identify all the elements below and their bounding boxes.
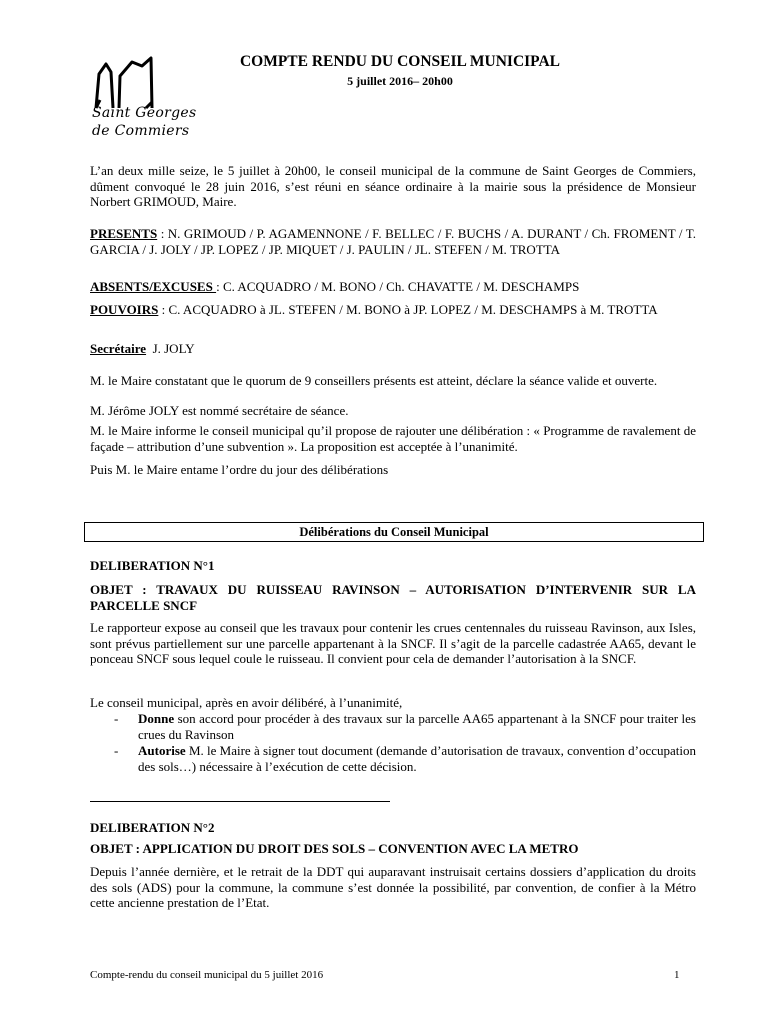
delib1-bullet1-verb: Donne [138,711,175,726]
delib2-objet: OBJET : APPLICATION DU DROIT DES SOLS – CONVENTION AVEC LA METRO [90,841,579,856]
quorum-paragraph: M. le Maire constatant que le quorum de 9 conseillers présents est atteint, déclare la séance valide et ouverte. [90,373,658,388]
page-number: 1 [674,969,680,981]
delib1-decision: Le conseil municipal, après en avoir délibéré, à l’unanimité, [90,695,403,710]
delib1-bullet2-mark: - [114,743,119,758]
document-date: 5 juillet 2016– 20h00 [347,74,453,88]
delib1-body: Le rapporteur expose au conseil que les travaux pour contenir les crues centennales du ruisseau Ravinson, aux Isles, sont prévus partiellement sur une parcelle appartenant à la SNCF. Il s’agit de la parcelle cadastrée AA65, devant le ponceau SNCF sous lequel coule le ruisseau. Il convient pour cela de demander l’autorisation à la SNCF. [90,620,696,666]
document-title: COMPTE RENDU DU CONSEIL MUNICIPAL [239,53,561,70]
intro-paragraph: L’an deux mille seize, le 5 juillet à 20h00, le conseil municipal de la commune de Saint Georges de Commiers, dûment convoqué le 28 juin 2016, s’est réuni en séance ordinaire à la mairie sous la présidence de Monsieur Norbert GRIMOUD, Maire. [90,163,696,209]
secretaire-paragraph [90,341,696,357]
delib1-number: DELIBERATION N°1 [90,558,215,573]
presents-list: : N. GRIMOUD / P. AGAMENNONE / F. BELLEC / F. BUCHS / A. DURANT / Ch. FROMENT / T. GARCIA / J. JOLY / JP. LOPEZ / JP. MIQUET / J. PAULIN / JL. STEFEN / M. TROTTA [90,226,696,257]
pouvoirs-label: POUVOIRS [90,302,159,317]
absents-list: : C. ACQUADRO / M. BONO / Ch. CHAVATTE / M. DESCHAMPS [216,279,580,294]
separator-rule [90,801,390,802]
logo-text-line2: de Commiers [92,123,190,139]
section-title: Délibérations du Conseil Municipal [84,522,704,542]
delib1-bullet2-text: M. le Maire à signer tout document (demande d’autorisation de travaux, convention d’occupation des sols…) nécessaire à l’exécution de cette décision. [138,743,696,774]
delib2-body: Depuis l’année dernière, et le retrait de la DDT qui auparavant instruisait certains dossiers d’application du droits des sols (ADS) pour la commune, la commune s’est donnée la possibilité, par convention, de confier à la Métro cette ancienne prestation de l’Etat. [90,864,696,910]
delib1-bullet1 [138,711,696,742]
absents-label: ABSENTS/EXCUSES [90,279,217,294]
ordre-paragraph: Puis M. le Maire entame l’ordre du jour des délibérations [90,462,389,477]
ajout-paragraph: M. le Maire informe le conseil municipal qu’il propose de rajouter une délibération : « Programme de ravalement de façade – attribution d’une subvention ». La proposition est acceptée à l’unanimité. [90,423,696,454]
delib1-bullet2-verb: Autorise [138,743,186,758]
pouvoirs-paragraph [90,302,696,318]
presents-paragraph [90,226,696,257]
absents-paragraph [90,279,696,295]
secretaire-name: J. JOLY [146,341,195,356]
delib2-number: DELIBERATION N°2 [90,820,215,835]
logo-text-line1: Saint Georges [92,105,197,121]
presents-label: PRESENTS [90,226,158,241]
delib1-objet: OBJET : TRAVAUX DU RUISSEAU RAVINSON – AUTORISATION D’INTERVENIR SUR LA PARCELLE SNCF [90,582,696,613]
pouvoirs-list: : C. ACQUADRO à JL. STEFEN / M. BONO à JP. LOPEZ / M. DESCHAMPS à M. TROTTA [158,302,658,317]
footer-text: Compte-rendu du conseil municipal du 5 juillet 2016 [90,969,324,981]
delib1-bullet1-mark: - [114,711,119,726]
delib1-bullet2 [138,743,696,774]
delib1-bullet1-text: son accord pour procéder à des travaux sur la parcelle AA65 appartenant à la SNCF pour traiter les crues du Ravinson [138,711,696,742]
secretaire-label: Secrétaire [90,341,147,356]
nomination-paragraph: M. Jérôme JOLY est nommé secrétaire de séance. [90,403,349,418]
